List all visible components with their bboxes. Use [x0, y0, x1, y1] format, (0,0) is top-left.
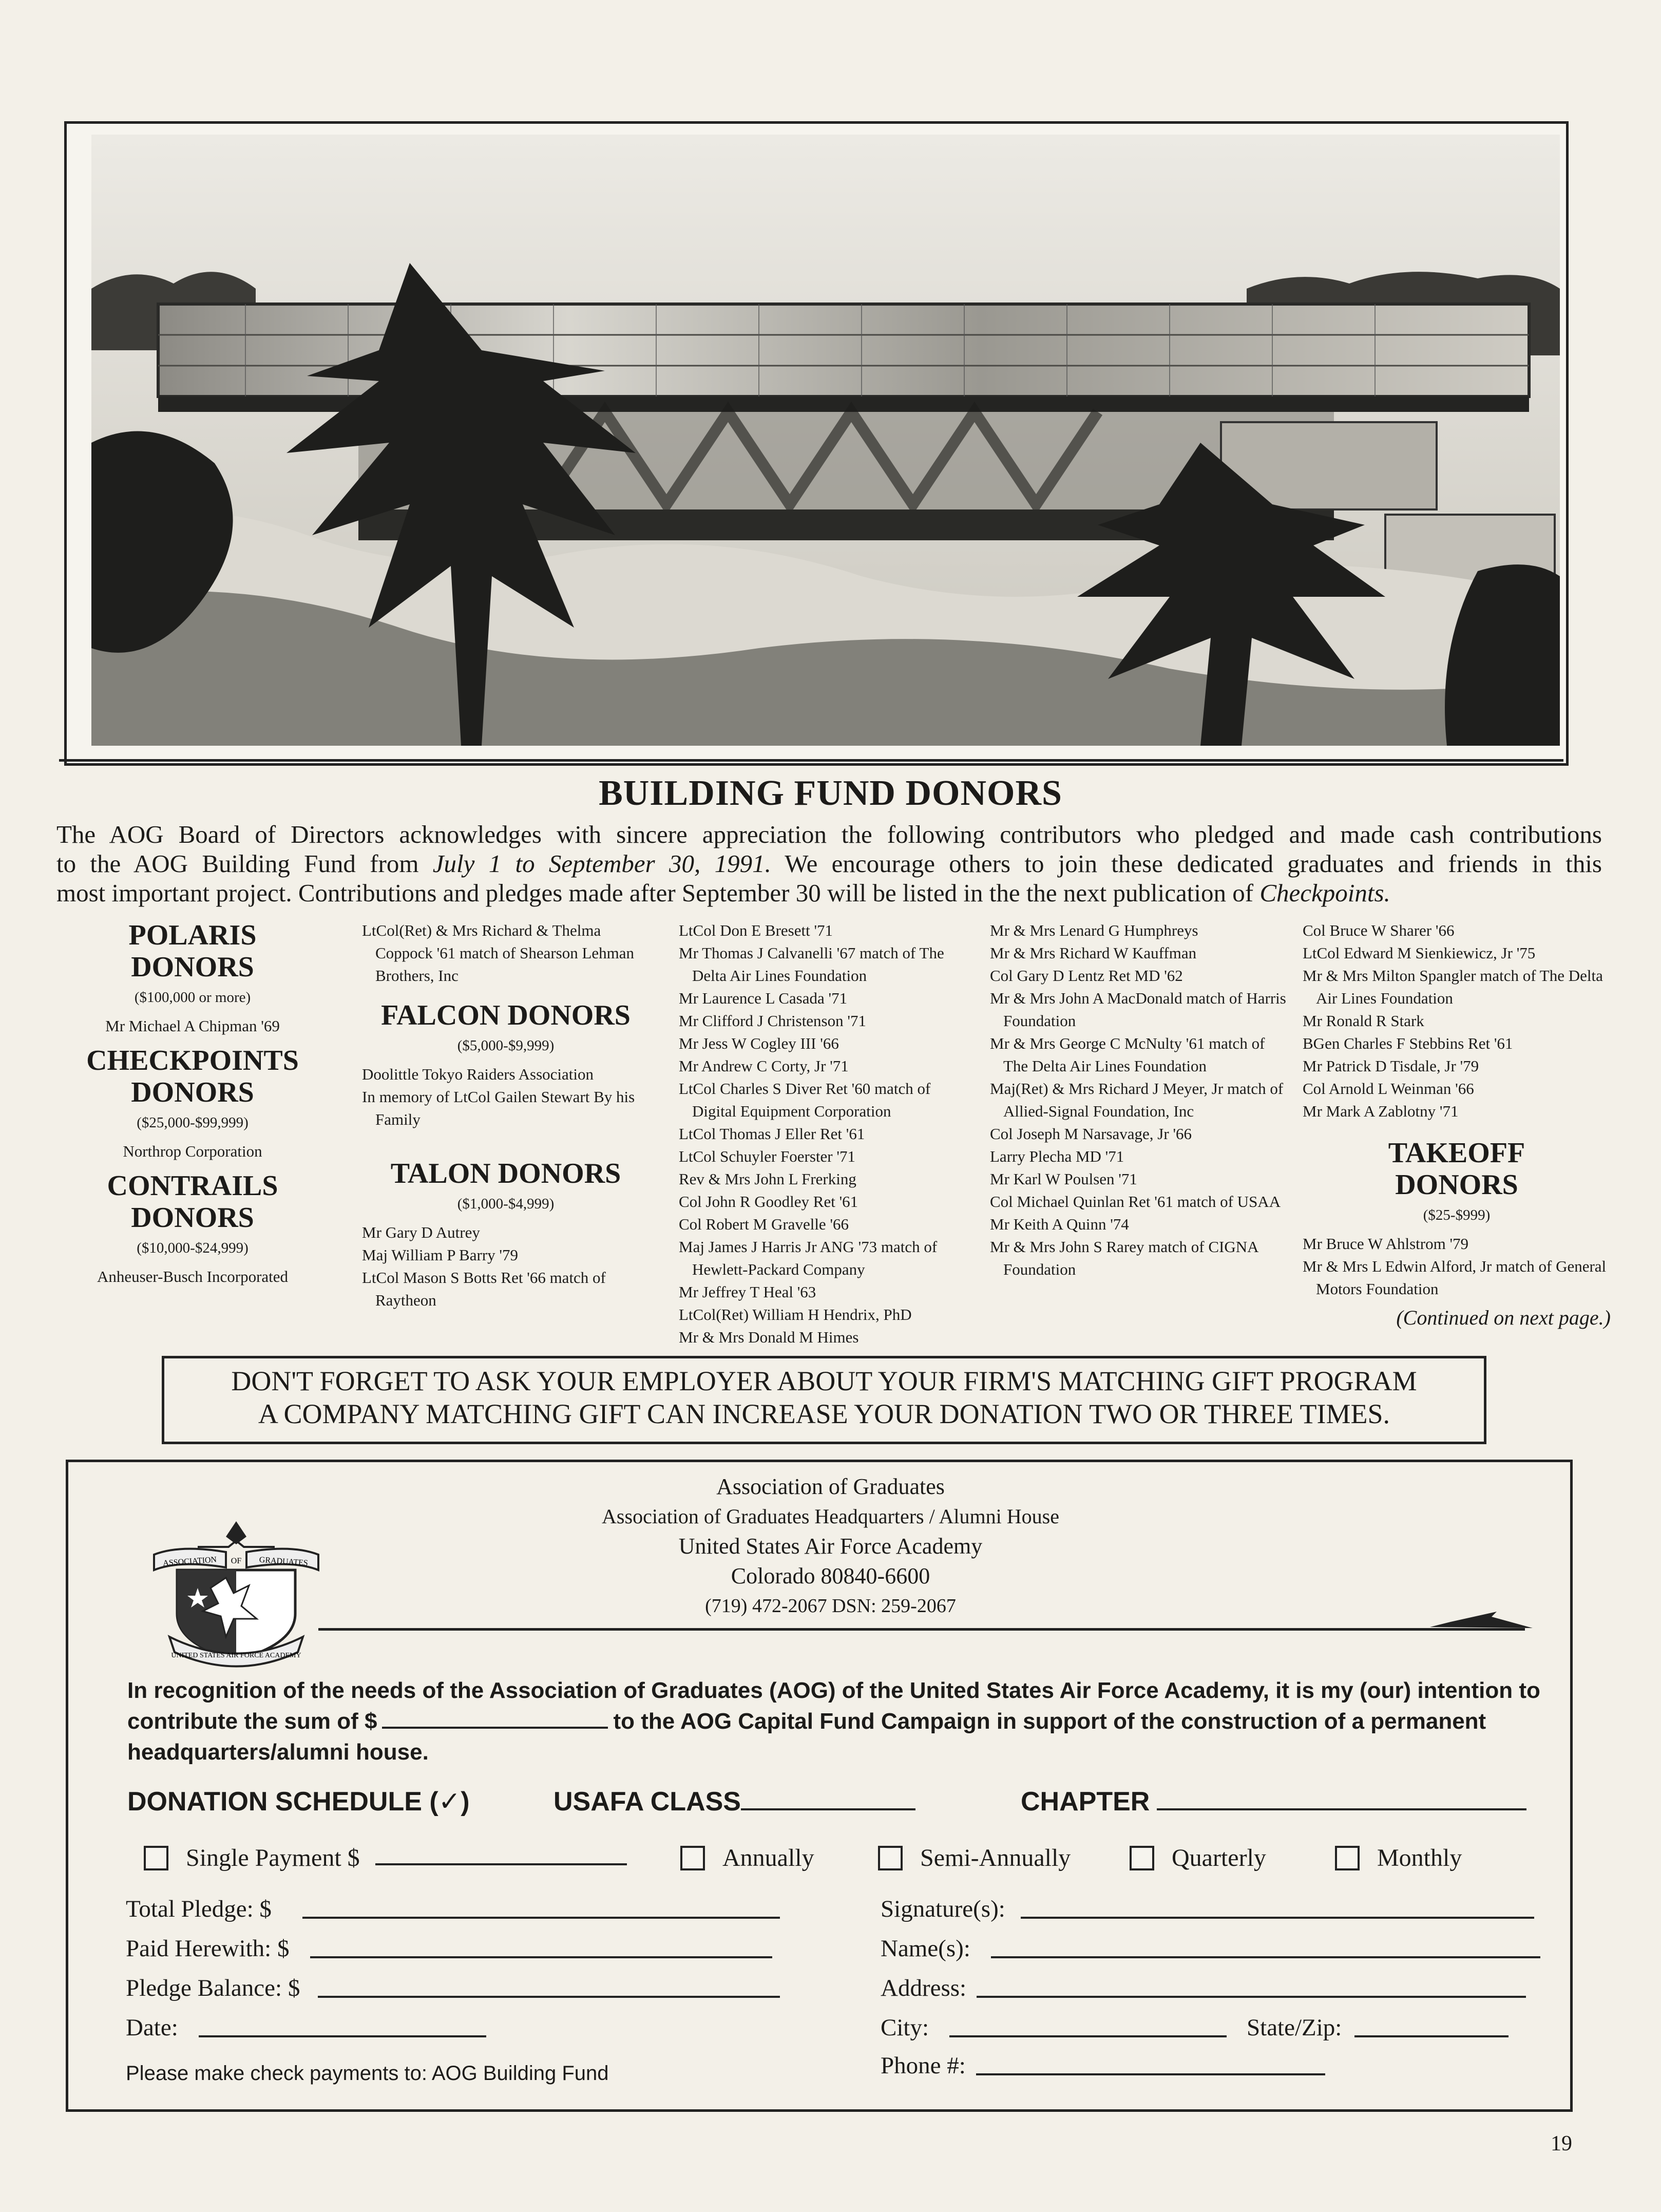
org-address-block [0, 1472, 1661, 1621]
illustration-rule [59, 759, 1563, 762]
donor-entry: LtCol Don E Bresett '71 [679, 921, 833, 939]
donor-entry: Mr & Mrs L Edwin Alford, Jr match of General Motors Foundation [1303, 1257, 1607, 1298]
phone-field[interactable]: Phone #: [881, 2052, 1325, 2079]
state-zip-field[interactable]: State/Zip: [1247, 2014, 1509, 2041]
donor-entry: Mr & Mrs Milton Spangler match of The Delta Air Lines Foundation [1303, 967, 1603, 1007]
chapter-label: CHAPTER [1021, 1786, 1526, 1817]
donor-entry: Mr Gary D Autrey [362, 1223, 480, 1241]
checkpoints-range: ($25,000-$99,999) [137, 1114, 249, 1131]
donor-entry: Col Michael Quinlan Ret '61 match of USAA [990, 1193, 1281, 1211]
donor-entry: Mr Mark A Zablotny '71 [1303, 1102, 1459, 1120]
signature-field[interactable]: Signature(s): [881, 1895, 1534, 1923]
address-field[interactable]: Address: [881, 1974, 1526, 2002]
donor-entry: Mr Keith A Quinn '74 [990, 1215, 1129, 1233]
intro-line-1: The AOG Board of Directors acknowledges with sincere appreciation the following contributors who pledged and made cash contributions [56, 820, 1602, 848]
form-divider [318, 1628, 1525, 1631]
matching-gift-reminder [162, 1356, 1486, 1444]
single-payment-option[interactable]: Single Payment $ [144, 1844, 627, 1872]
total-pledge-field[interactable]: Total Pledge: $ [126, 1895, 780, 1923]
donor-entry: Mr Thomas J Calvanelli '67 match of The Delta Air Lines Foundation [679, 944, 944, 985]
checkpoints-heading: CHECKPOINTS DONORS [86, 1045, 299, 1108]
donor-entry: Anheuser-Busch Incorporated [97, 1268, 289, 1285]
contrails-heading: CONTRAILS DONORS [107, 1170, 278, 1234]
donor-entry: LtCol(Ret) William H Hendrix, PhD [679, 1306, 912, 1324]
building-illustration [91, 135, 1560, 746]
payment-options-row [144, 1844, 1530, 1877]
donor-entry: Col Robert M Gravelle '66 [679, 1215, 849, 1233]
donor-entry: Mr Laurence L Casada '71 [679, 989, 848, 1007]
donor-entry: LtCol(Ret) & Mrs Richard & Thelma Coppock '61 match of Shearson Lehman Brothers, Inc [362, 921, 635, 985]
donor-entry: Mr Clifford J Christenson '71 [679, 1012, 866, 1030]
city-field[interactable]: City: [881, 2014, 1227, 2041]
donor-entry: LtCol Charles S Diver Ret '60 match of Digital Equipment Corporation [679, 1080, 931, 1120]
donor-entry: Mr & Mrs George C McNulty '61 match of The Delta Air Lines Foundation [990, 1034, 1265, 1075]
donor-entry: Mr & Mrs John A MacDonald match of Harris Foundation [990, 989, 1286, 1030]
svg-text:ASSOCIATION: ASSOCIATION [162, 1555, 217, 1568]
page-headline: BUILDING FUND DONORS [599, 773, 1062, 813]
donor-entry: In memory of LtCol Gailen Stewart By his Family [362, 1088, 635, 1128]
donor-entry: Mr Bruce W Ahlstrom '79 [1303, 1235, 1469, 1253]
donor-entry: Maj(Ret) & Mrs Richard J Meyer, Jr match of Allied-Signal Foundation, Inc [990, 1080, 1284, 1120]
donor-entry: Mr & Mrs John S Rarey match of CIGNA Foundation [990, 1238, 1258, 1278]
takeoff-range: ($25-$999) [1423, 1207, 1491, 1223]
paid-herewith-field[interactable]: Paid Herewith: $ [126, 1935, 772, 1962]
location: Colorado 80840-6600 [731, 1563, 930, 1589]
takeoff-heading: TAKEOFF DONORS [1388, 1137, 1525, 1201]
donation-schedule-label: DONATION SCHEDULE (✓) [127, 1787, 470, 1817]
phone-numbers: (719) 472-2067 DSN: 259-2067 [705, 1595, 956, 1617]
annually-option[interactable]: Annually [680, 1844, 814, 1872]
check-mark-icon: ✓ [438, 1787, 461, 1817]
donor-entry: Maj James J Harris Jr ANG '73 match of Hewlett-Packard Company [679, 1238, 938, 1278]
quarterly-option[interactable]: Quarterly [1130, 1844, 1266, 1872]
contrails-range: ($10,000-$24,999) [137, 1240, 249, 1256]
continued-note: (Continued on next page.) [1396, 1306, 1611, 1329]
org-name: Association of Graduates [716, 1474, 945, 1499]
svg-text:OF: OF [231, 1557, 242, 1565]
donor-entry: Mr Jess W Cogley III '66 [679, 1034, 839, 1052]
page-number: 19 [1551, 2132, 1572, 2156]
donor-entry: Mr Jeffrey T Heal '63 [679, 1283, 816, 1301]
donor-entry: Col Arnold L Weinman '66 [1303, 1080, 1474, 1098]
monthly-checkbox[interactable] [1335, 1846, 1360, 1870]
talon-range: ($1,000-$4,999) [457, 1196, 555, 1212]
contribution-amount-field[interactable] [382, 1709, 608, 1729]
jet-icon [1430, 1606, 1533, 1632]
donor-entry: Mr Michael A Chipman '69 [105, 1017, 280, 1035]
donor-entry: Col Bruce W Sharer '66 [1303, 921, 1455, 939]
svg-text:UNITED STATES AIR FORCE ACADEM: UNITED STATES AIR FORCE ACADEMY [171, 1652, 301, 1659]
academy-name: United States Air Force Academy [678, 1534, 983, 1559]
donor-entry: LtCol Mason S Botts Ret '66 match of Raytheon [362, 1269, 606, 1309]
semi-annually-checkbox[interactable] [878, 1846, 903, 1870]
pledge-balance-field[interactable]: Pledge Balance: $ [126, 1974, 780, 2002]
semi-annually-option[interactable]: Semi-Annually [878, 1844, 1071, 1872]
donor-entry: Doolittle Tokyo Raiders Association [362, 1065, 594, 1083]
donor-entry: Mr Patrick D Tisdale, Jr '79 [1303, 1057, 1479, 1075]
org-headquarters: Association of Graduates Headquarters / Alumni House [602, 1505, 1059, 1528]
single-payment-amount-field[interactable] [375, 1851, 627, 1865]
donor-entry: BGen Charles F Stebbins Ret '61 [1303, 1034, 1513, 1052]
donor-entry: Mr Andrew C Corty, Jr '71 [679, 1057, 849, 1075]
annually-checkbox[interactable] [680, 1846, 705, 1870]
usafa-class-label: USAFA CLASS [553, 1786, 915, 1817]
donor-entry: LtCol Thomas J Eller Ret '61 [679, 1125, 865, 1143]
donor-column-4 [990, 919, 1293, 1281]
intent-statement: In recognition of the needs of the Association of Graduates (AOG) of the United States Air Force Academy, it is my (our) intention to contribute the sum of $ to the AOG Capital Fund Campaign in support of the construction of a permanent headquarters/alumni house. [127, 1678, 1540, 1765]
donor-entry: Mr & Mrs Donald M Himes [679, 1328, 859, 1346]
intro-paragraph [56, 820, 1602, 908]
monthly-option[interactable]: Monthly [1335, 1844, 1462, 1872]
reminder-line-2: A COMPANY MATCHING GIFT CAN INCREASE YOUR DONATION TWO OR THREE TIMES. [258, 1398, 1390, 1429]
donor-entry: Northrop Corporation [123, 1142, 262, 1160]
donor-entry: Mr & Mrs Lenard G Humphreys [990, 921, 1198, 939]
donor-entry: Mr Karl W Poulsen '71 [990, 1170, 1137, 1188]
donor-entry: Col Gary D Lentz Ret MD '62 [990, 967, 1183, 985]
donor-column-2 [362, 919, 650, 1312]
chapter-field[interactable] [1157, 1791, 1526, 1810]
reminder-line-1: DON'T FORGET TO ASK YOUR EMPLOYER ABOUT YOUR FIRM'S MATCHING GIFT PROGRAM [231, 1366, 1417, 1396]
talon-heading: TALON DONORS [390, 1158, 621, 1189]
intro-line-2: to the AOG Building Fund from July 1 to September 30, 1991. We encourage others to join these dedicated graduates and friends in this [56, 849, 1602, 878]
polaris-heading: POLARIS DONORS [128, 919, 257, 983]
donor-column-1 [56, 919, 329, 1288]
falcon-range: ($5,000-$9,999) [457, 1037, 555, 1054]
intro-line-3: most important project. Contributions and pledges made after September 30 will be listed in the the next publication of Checkpoints. [56, 879, 1390, 907]
date-field[interactable]: Date: [126, 2014, 486, 2041]
donor-entry: Maj William P Barry '79 [362, 1246, 518, 1264]
falcon-heading: FALCON DONORS [381, 999, 631, 1031]
single-payment-checkbox[interactable] [144, 1846, 168, 1870]
donor-entry: Larry Plecha MD '71 [990, 1147, 1124, 1165]
donor-entry: LtCol Edward M Sienkiewicz, Jr '75 [1303, 944, 1536, 962]
donor-entry: Rev & Mrs John L Frerking [679, 1170, 856, 1188]
donor-column-3 [679, 919, 977, 1349]
schedule-row [127, 1786, 1544, 1819]
usafa-class-field[interactable] [741, 1791, 915, 1810]
polaris-range: ($100,000 or more) [134, 989, 251, 1006]
names-field[interactable]: Name(s): [881, 1935, 1540, 1962]
payment-instructions: Please make check payments to: AOG Building Fund [126, 2062, 609, 2085]
svg-text:GRADUATES: GRADUATES [259, 1555, 309, 1568]
quarterly-checkbox[interactable] [1130, 1846, 1154, 1870]
donor-entry: Mr Ronald R Stark [1303, 1012, 1424, 1030]
donor-entry: Mr & Mrs Richard W Kauffman [990, 944, 1197, 962]
donor-entry: Col John R Goodley Ret '61 [679, 1193, 858, 1211]
donor-entry: LtCol Schuyler Foerster '71 [679, 1147, 855, 1165]
donor-column-5 [1303, 919, 1611, 1329]
donor-entry: Col Joseph M Narsavage, Jr '66 [990, 1125, 1192, 1143]
